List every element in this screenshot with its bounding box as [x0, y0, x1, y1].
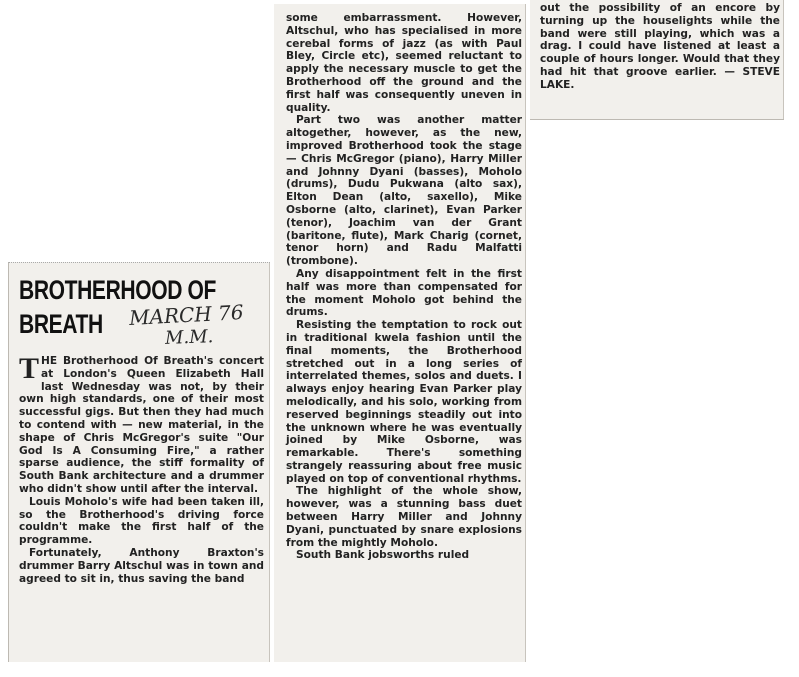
- paragraph-intro-text: HE Brotherhood Of Breath's concert at London's Queen Elizabeth Hall last Wednesday was not, by their own high standards, one of their most successful gigs. But then they had much to contend with — new material, in the shape of Chris McGregor's suite "Our God Is A Consuming Fire," a rather sparse audience, the stiff formality of South Bank architecture and a drummer who didn't show until after the interval.: [19, 355, 264, 495]
- paragraph: The highlight of the whole show, however, was a stunning bass duet between Harry Miller and Johnny Dyani, punctuated by snare explosions from the mightly Moholo.: [286, 485, 522, 549]
- byline: — STEVE LAKE.: [540, 65, 780, 91]
- drop-cap: T: [19, 352, 40, 385]
- handwritten-source: M.M.: [164, 326, 214, 349]
- paragraph: Resisting the temptation to rock out in traditional kwela fashion until the final moments, the Brotherhood stretched out in a long series of interrelated themes, solos and duets. I always enjoy hearing Evan Parker play melodically, and his solo, working from reserved beginnings steadily out into the unknown where he was eventually joined by Mike Osborne, was remarkable. There's something strangely reassuring about free music played on top of conventional rhythms.: [286, 319, 522, 485]
- article-column-1: [8, 262, 270, 662]
- paragraph: Any disappointment felt in the first half was more than compensated for the moment Moholo got behind the drums.: [286, 267, 522, 319]
- paragraph-closing: [540, 2, 780, 92]
- closing-text: out the possibility of an encore by turning up the houselights while the band were still playing, which was a drag. I could have listened at least a couple of hours longer. Would that they had hit that groove earlier.: [540, 2, 780, 78]
- paragraph: Fortunately, Anthony Braxton's drummer Barry Altschul was in town and agreed to sit in, thus saving the band: [19, 546, 264, 585]
- paragraph: Part two was another matter altogether, however, as the new, improved Brotherhood took the stage — Chris McGregor (piano), Harry Miller and Johnny Dyani (basses), Moholo (drums), Dudu Pukwana (alto sax), Elton Dean (alto, saxello), Mike Osborne (alto, clarinet), Evan Parker (tenor), Joachim van der Grant (baritone, flute), Mark Charig (cornet, tenor horn) and Radu Malfatti (trombone).: [286, 114, 522, 268]
- article-column-3: [530, 0, 784, 120]
- paragraph: Louis Moholo's wife had been taken ill, so the Brotherhood's driving force couldn't make the first half of the programme.: [19, 495, 264, 547]
- paragraph-intro: [19, 352, 264, 496]
- paragraph: some embarrassment. However, Altschul, who has specialised in more cerebal forms of jazz (as with Paul Bley, Circle etc), seemed reluctant to apply the necessary muscle to get the Brotherhood off the ground and the first half was consequently uneven in quality.: [286, 12, 522, 114]
- paragraph: South Bank jobsworths ruled: [296, 549, 470, 562]
- article-column-2: [274, 4, 526, 662]
- headline-line-1: BROTHERHOOD OF: [19, 275, 216, 305]
- headline-line-2: BREATH: [19, 309, 103, 339]
- handwritten-date: MARCH 76: [128, 300, 245, 330]
